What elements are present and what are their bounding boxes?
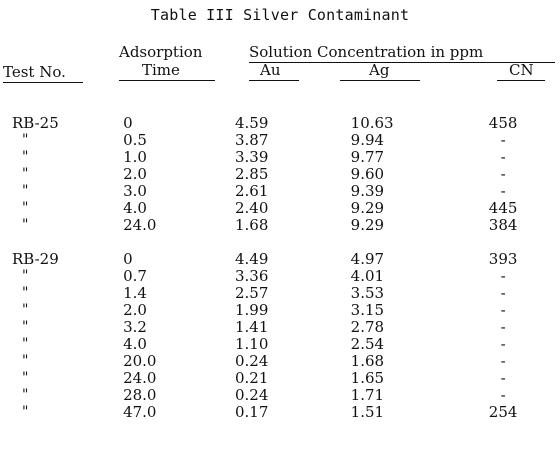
ag-cell: 2.78 [350,318,385,336]
table-row [0,302,560,319]
time-cell: 4.0 [123,335,147,353]
au-cell: 4.49 [234,250,269,268]
au-cell: 4.59 [234,114,269,132]
ag-cell: 9.77 [350,148,385,166]
au-cell: 0.24 [234,352,269,370]
cn-cell: - [500,165,506,183]
cn-cell: - [500,335,506,353]
au-cell: 0.17 [234,403,269,421]
ag-cell: 1.65 [350,369,385,387]
cn-cell: - [500,182,506,200]
test-no-cell: " [22,166,29,182]
table-row [0,404,560,421]
header-solution-concentration: Solution Concentration in ppm [249,43,484,61]
header-ag-underline [340,80,420,81]
time-cell: 2.0 [123,165,147,183]
ag-cell: 4.97 [350,250,385,268]
header-time: Time [142,61,180,79]
table-row [0,132,560,149]
test-no-cell: " [22,200,29,216]
time-cell: 0 [123,250,133,268]
test-no-cell: " [22,336,29,352]
cn-cell: 393 [488,250,518,268]
au-cell: 1.41 [234,318,269,336]
table-row [0,183,560,200]
test-no-cell: " [22,404,29,420]
time-cell: 28.0 [123,386,157,404]
time-cell: 24.0 [123,369,157,387]
table-row [0,268,560,285]
cn-cell: - [500,284,506,302]
cn-cell: - [500,148,506,166]
group-rb-25 [0,115,560,234]
header-au-underline [249,80,299,81]
cn-cell: 445 [488,199,518,217]
spacer-cell [0,234,560,251]
ag-cell: 9.29 [350,199,385,217]
header-time-underline [119,80,215,81]
au-cell: 1.10 [234,335,269,353]
test-no-cell: " [22,319,29,335]
ag-cell: 1.71 [350,386,385,404]
time-cell: 1.0 [123,148,147,166]
ag-cell: 2.54 [350,335,385,353]
ag-cell: 1.51 [350,403,385,421]
cn-cell: - [500,386,506,404]
cn-cell: - [500,131,506,149]
group-rb-29 [0,251,560,421]
time-cell: 20.0 [123,352,157,370]
time-cell: 4.0 [123,199,147,217]
test-no-cell: " [22,217,29,233]
table-row [0,149,560,166]
table-row [0,353,560,370]
header-au: Au [260,61,281,79]
ag-cell: 3.53 [350,284,385,302]
cn-cell: 254 [488,403,518,421]
table-row [0,166,560,183]
au-cell: 2.85 [234,165,269,183]
time-cell: 3.2 [123,318,147,336]
ag-cell: 10.63 [350,114,394,132]
test-no-cell: " [22,132,29,148]
group-spacer [0,234,560,251]
test-no-cell: " [22,285,29,301]
header-ag: Ag [369,61,390,79]
ag-cell: 9.29 [350,216,385,234]
table-row [0,370,560,387]
au-cell: 3.36 [234,267,269,285]
table-row [0,115,560,132]
au-cell: 2.40 [234,199,269,217]
cn-cell: - [500,369,506,387]
data-table [0,115,560,421]
header-adsorption: Adsorption [119,43,203,61]
header-cn: CN [509,61,534,79]
au-cell: 1.68 [234,216,269,234]
table-row [0,319,560,336]
table-row [0,251,560,268]
test-no-cell: " [22,268,29,284]
table-row [0,200,560,217]
cn-cell: - [500,301,506,319]
test-no-cell: " [22,387,29,403]
cn-cell: - [500,318,506,336]
ag-cell: 9.94 [350,131,385,149]
ag-cell: 9.60 [350,165,385,183]
header-test-no: Test No. [3,63,66,81]
test-no-cell: " [22,370,29,386]
table-title: Table III Silver Contaminant [150,6,410,24]
cn-cell: - [500,352,506,370]
table-row [0,387,560,404]
au-cell: 1.99 [234,301,269,319]
au-cell: 3.87 [234,131,269,149]
au-cell: 0.24 [234,386,269,404]
test-no-cell: " [22,353,29,369]
time-cell: 24.0 [123,216,157,234]
au-cell: 2.61 [234,182,269,200]
test-no-cell: RB-25 [12,114,59,132]
ag-cell: 9.39 [350,182,385,200]
spacer-row [0,234,560,251]
table-row [0,285,560,302]
header-test-underline [3,82,83,83]
test-no-cell: " [22,302,29,318]
test-no-cell: " [22,183,29,199]
au-cell: 3.39 [234,148,269,166]
time-cell: 0 [123,114,133,132]
test-no-cell: RB-29 [12,250,59,268]
cn-cell: 384 [488,216,518,234]
table-row [0,217,560,234]
test-no-cell: " [22,149,29,165]
ag-cell: 1.68 [350,352,385,370]
time-cell: 0.7 [123,267,147,285]
time-cell: 0.5 [123,131,147,149]
au-cell: 2.57 [234,284,269,302]
ag-cell: 4.01 [350,267,385,285]
time-cell: 3.0 [123,182,147,200]
time-cell: 1.4 [123,284,147,302]
cn-cell: 458 [488,114,518,132]
time-cell: 2.0 [123,301,147,319]
time-cell: 47.0 [123,403,157,421]
ag-cell: 3.15 [350,301,385,319]
header-cn-underline [497,80,545,81]
au-cell: 0.21 [234,369,269,387]
cn-cell: - [500,267,506,285]
table-row [0,336,560,353]
